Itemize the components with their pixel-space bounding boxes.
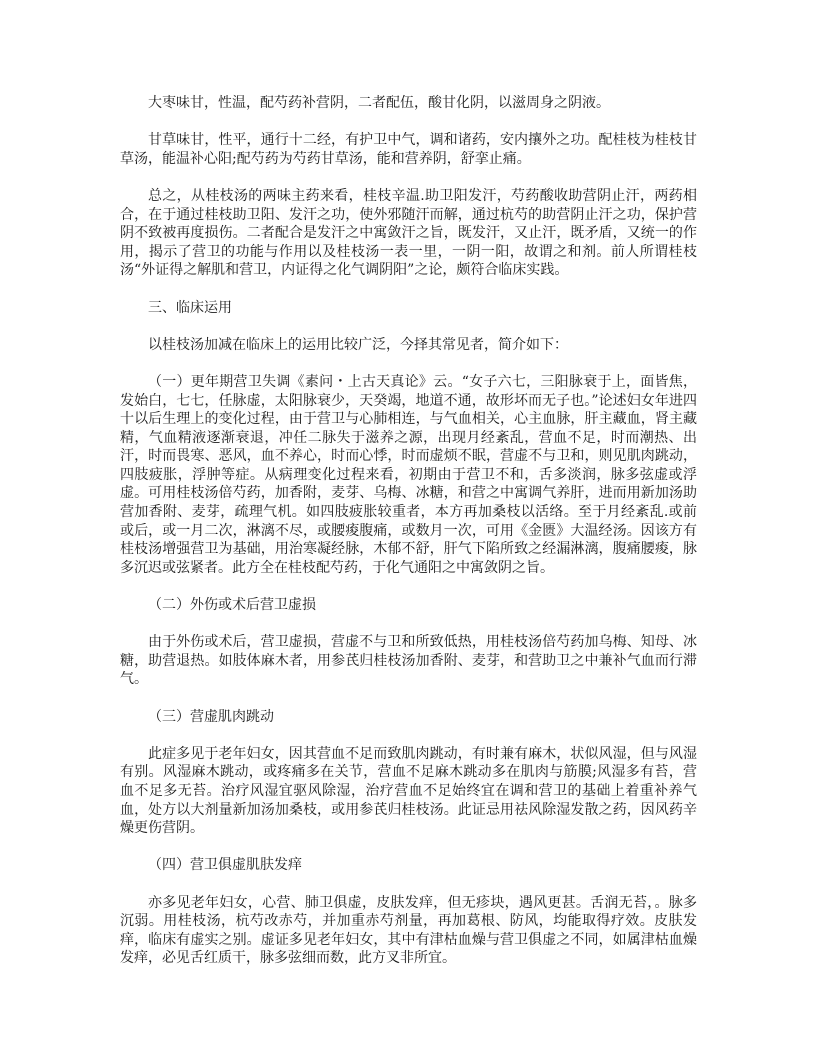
item-4-heading: （四）营卫俱虚肌肤发痒: [148, 857, 302, 874]
item-2-heading: （二）外伤或术后营卫虚损: [148, 597, 316, 614]
item-1-menopause: （一）更年期营卫失调《素问・上古天真论》云。“女子六七，三阳脉衰于上，面皆焦，发始白，七七，任脉虚，太阳脉衰少，天癸竭，地道不通，故形坏而无子也。”论述妇女年进四十以后生理上的变化过程，由于营卫与心肺相连，与气血相关，心主血脉，肝主藏血，肾主藏精，气血精液逐渐衰退，冲任二脉失于滋养之源，出现月经紊乱，营血不足，时而潮热、出汗，时而畏寒、恶风，血不养心，时而心悸，时而虚烦不眠，营虚不与卫和，则见肌肉跳动，四肢疲胀，浮肿等症。从病理变化过程来看，初期由于营卫不和，舌多淡润，脉多弦虚或浮虚。可用桂枝汤倍芍药，加香附，麦芽、乌梅、冰糖，和营之中寓调气养肝，进而用新加汤助营加香附、麦芽，疏理气机。如四肢疲胀较重者，本方再加桑枝以活络。至于月经紊乱.或前或后，或一月二次，淋漓不尽，或腰痠腹痛，或数月一次，可用《金匮》大温经汤。因该方有桂枝汤增强营卫为基础，用治寒凝经脉，木郁不舒，肝气下陷所致之经漏淋漓，腹痛腰痠，脉多沉迟或弦紧者。此方全在桂枝配芍药，于化气通阳之中寓敛阴之旨。: [120, 373, 697, 576]
section-intro: 以桂枝汤加减在临床上的运用比较广泛，今择其常见者，简介如下：: [148, 336, 568, 353]
item-2-body: 由于外伤或术后，营卫虚损，营虚不与卫和所致低热，用桂枝汤倍芍药加乌梅、知母、冰糖，助营退热。如肢体麻木者，用参芪归桂枝汤加香附、麦芽，和营助卫之中兼补气血而行滞气。: [120, 634, 697, 688]
document-page: [120, 94, 697, 987]
paragraph-summary: 总之，从桂枝汤的两味主药来看，桂枝辛温.助卫阳发汗，芍药酸收助营阴止汗，两药相合，在于通过桂枝助卫阳、发汗之功，使外邪随汗而解，通过杭芍的助营阴止汗之功，保护营阴不致被再度损伤。二者配合是发汗之中寓敛汗之旨，既发汗，又止汗，既矛盾，又统一的作用，揭示了营卫的功能与作用以及桂枝汤一表一里，一阴一阳，故谓之和剂。前人所谓桂枝汤“外证得之解肌和营卫，内证得之化气调阴阳”之论，颇符合临床实践。: [120, 187, 697, 279]
item-3-heading: （三）营虚肌肉跳动: [148, 708, 274, 725]
item-3-body: 此症多见于老年妇女，因其营血不足而致肌肉跳动，有时兼有麻木，状似风湿，但与风湿有别。风湿麻木跳动，或疼痛多在关节，营血不足麻木跳动多在肌肉与筋膜;风湿多有苔，营血不足多无苔。治疗风湿宜驱风除湿，治疗营血不足始终宜在调和营卫的基础上着重补养气血，处方以大剂量新加汤加桑枝，或用参芪归桂枝汤。此证忌用祛风除湿发散之药，因风药辛燥更伤营阴。: [120, 745, 697, 837]
paragraph-licorice: 甘草味甘，性平，通行十二经，有护卫中气，调和诸药，安内攘外之功。配桂枝为桂枝甘草汤，能温补心阳;配芍药为芍药甘草汤，能和营养阴，舒挛止痛。: [120, 132, 697, 167]
section-heading-clinical-use: 三、临床运用: [148, 299, 232, 316]
paragraph-jujube: 大枣味甘，性温，配芍药补营阴，二者配伍，酸甘化阴，以滋周身之阴液。: [148, 95, 610, 111]
item-4-body: 亦多见老年妇女，心营、肺卫俱虚，皮肤发痒，但无疹块，遇风更甚。舌润无苔，。脉多沉弱。用桂枝汤，杭芍改赤芍，并加重赤芍剂量，再加葛根、防风，均能取得疗效。皮肤发痒，临床有虚实之别。虚证多见老年妇女，其中有津枯血燥与营卫俱虚之不同，如属津枯血燥发痒，必见舌红质干，脉多弦细而数，此方叉非所宜。: [120, 894, 697, 967]
